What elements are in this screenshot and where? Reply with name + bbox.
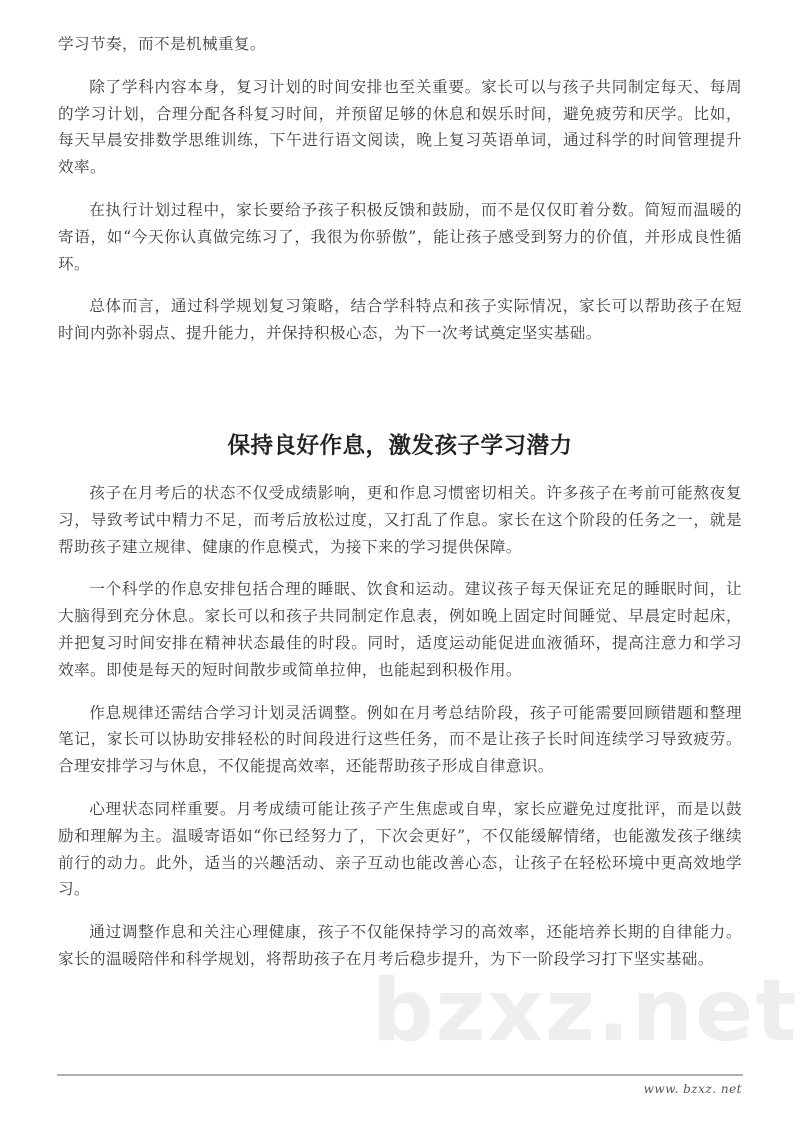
paragraph: 除了学科内容本身，复习计划的时间安排也至关重要。家长可以与孩子共同制定每天、每周的学习计划，合理分配各科复习时间，并预留足够的休息和娱乐时间，避免疲劳和厌学。比如，每天早晨安排数学思维训练，下午进行语文阅读，晚上复习英语单词，通过科学的时间管理提升效率。 <box>58 77 742 177</box>
paragraph: 学习节奏，而不是机械重复。 <box>58 35 266 53</box>
paragraph: 心理状态同样重要。月考成绩可能让孩子产生焦虑或自卑，家长应避免过度批评，而是以鼓励和理解为主。温暖寄语如“你已经努力了，下次会更好”，不仅能缓解情绪，也能激发孩子继续前行的动力。此外，适当的兴趣活动、亲子互动也能改善心态，让孩子在轻松环境中更高效地学习。 <box>58 799 742 899</box>
paragraph: 作息规律还需结合学习计划灵活调整。例如在月考总结阶段，孩子可能需要回顾错题和整理笔记，家长可以协助安排轻松的时间段进行这些任务，而不是让孩子长时间连续学习导致疲劳。合理安排学习与休息，不仅能提高效率，还能帮助孩子形成自律意识。 <box>58 703 742 776</box>
paragraph: 孩子在月考后的状态不仅受成绩影响，更和作息习惯密切相关。许多孩子在考前可能熬夜复习，导致考试中精力不足，而考后放松过度，又打乱了作息。家长在这个阶段的任务之一，就是帮助孩子建立规律、健康的作息模式，为接下来的学习提供保障。 <box>58 484 742 556</box>
paragraph: 通过调整作息和关注心理健康，孩子不仅能保持学习的高效率，还能培养长期的自律能力。家长的温暖陪伴和科学规划，将帮助孩子在月考后稳步提升，为下一阶段学习打下坚实基础。 <box>58 923 742 968</box>
section1-body <box>58 31 742 347</box>
paragraph: 一个科学的作息安排包括合理的睡眠、饮食和运动。建议孩子每天保证充足的睡眠时间，让大脑得到充分休息。家长可以和孩子共同制定作息表，例如晚上固定时间睡觉、早晨定时起床，并把复习时间安排在精神状态最佳的时段。同时，适度运动能促进血液循环，提高注意力和学习效率。即使是每天的短时间散步或简单拉伸，也能起到积极作用。 <box>58 580 742 679</box>
section2-body <box>58 480 742 973</box>
watermark: bzxz.net <box>372 961 799 1061</box>
paragraph: 总体而言，通过科学规划复习策略，结合学科特点和孩子实际情况，家长可以帮助孩子在短时间内弥补弱点、提升能力，并保持积极心态，为下一次考试奠定坚实基础。 <box>58 297 742 343</box>
footer-url: www. bzxz. net <box>643 1082 742 1096</box>
section-title: 保持良好作息，激发孩子学习潜力 <box>227 433 573 459</box>
paragraph: 在执行计划过程中，家长要给予孩子积极反馈和鼓励，而不是仅仅盯着分数。简短而温暖的寄语，如“今天你认真做完练习了，我很为你骄傲”，能让孩子感受到努力的价值，并形成良性循环。 <box>58 200 742 273</box>
footer-divider <box>57 1074 743 1076</box>
